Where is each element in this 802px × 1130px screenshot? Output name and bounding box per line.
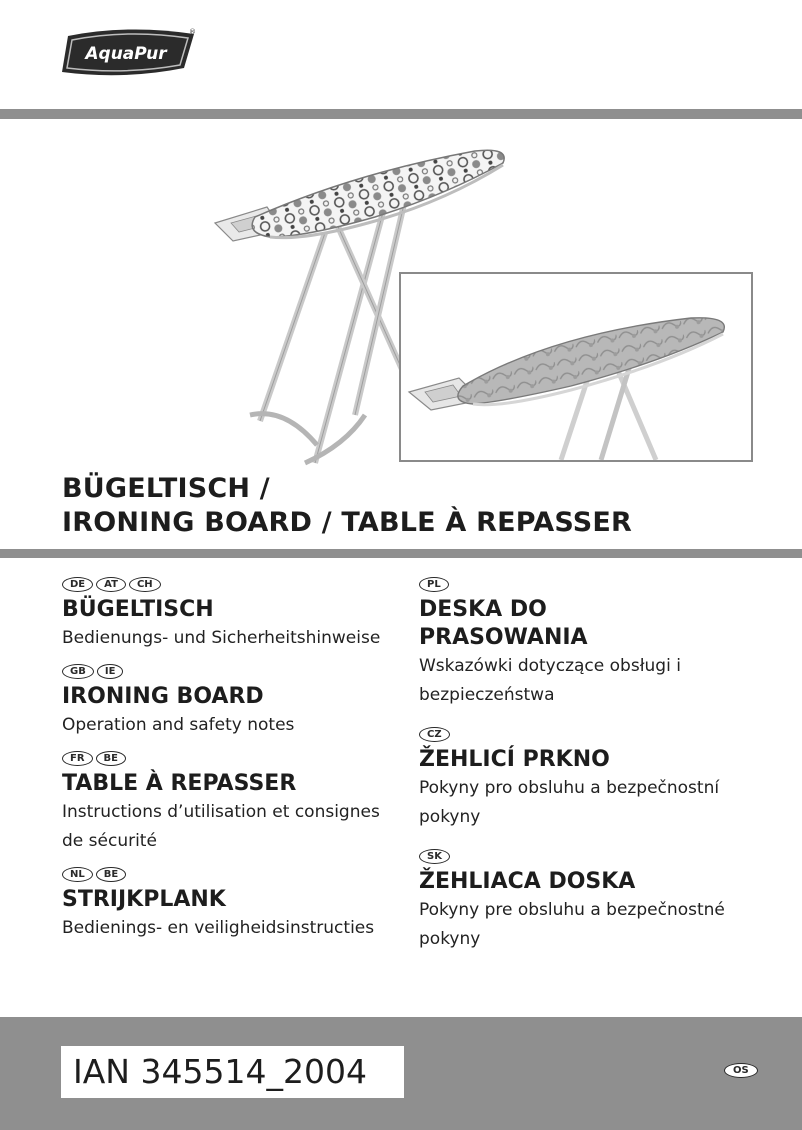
language-section-gb bbox=[62, 661, 407, 740]
section-subtitle-line2: pokyny bbox=[419, 807, 481, 827]
section-subtitle: Bedienungs- und Sicherheitshinweise bbox=[62, 628, 381, 648]
right-language-column bbox=[419, 574, 764, 962]
section-subtitle-line2: de sécurité bbox=[62, 831, 157, 851]
country-badge-sk: SK bbox=[419, 849, 450, 864]
section-subtitle: Operation and safety notes bbox=[62, 715, 295, 735]
country-badge-nl: NL bbox=[62, 867, 93, 882]
country-badges bbox=[62, 864, 407, 884]
country-badge-at: AT bbox=[96, 577, 126, 592]
country-badge-gb: GB bbox=[62, 664, 94, 679]
country-badges bbox=[419, 846, 764, 866]
aquapur-logo bbox=[58, 22, 198, 80]
middle-divider-bar bbox=[0, 549, 802, 558]
section-title: IRONING BOARD bbox=[62, 684, 264, 709]
section-subtitle-line1: Instructions d’utilisation et consignes bbox=[62, 802, 380, 822]
language-section-pl bbox=[419, 574, 764, 710]
ian-number: IAN 345514_2004 bbox=[61, 1046, 404, 1098]
left-language-column bbox=[62, 574, 407, 951]
country-badges bbox=[419, 724, 764, 744]
svg-text:AquaPur: AquaPur bbox=[85, 44, 167, 64]
language-section-cz bbox=[419, 724, 764, 832]
country-badge-ch: CH bbox=[129, 577, 161, 592]
country-badge-fr: FR bbox=[62, 751, 93, 766]
section-title: BÜGELTISCH bbox=[62, 597, 214, 622]
country-badge-de: DE bbox=[62, 577, 93, 592]
section-subtitle: Bedienings- en veiligheidsinstructies bbox=[62, 918, 375, 938]
product-title-line1: BÜGELTISCH / bbox=[62, 473, 270, 504]
section-subtitle-line2: pokyny bbox=[419, 929, 481, 949]
country-badges bbox=[62, 748, 407, 768]
product-title-line2: IRONING BOARD / TABLE À REPASSER bbox=[62, 507, 633, 538]
country-badge-pl: PL bbox=[419, 577, 449, 592]
section-title: ŽEHLIACA DOSKA bbox=[419, 869, 636, 894]
section-title: ŽEHLICÍ PRKNO bbox=[419, 747, 610, 772]
product-title bbox=[62, 472, 632, 540]
country-badges bbox=[62, 661, 407, 681]
inset-board-image bbox=[399, 272, 753, 462]
os-badge: OS bbox=[724, 1063, 758, 1078]
country-badges bbox=[419, 574, 764, 594]
section-title: TABLE À REPASSER bbox=[62, 771, 297, 796]
language-section-sk bbox=[419, 846, 764, 954]
country-badge-be: BE bbox=[96, 751, 126, 766]
svg-text:®: ® bbox=[189, 28, 196, 36]
top-divider-bar bbox=[0, 109, 802, 119]
language-section-nl bbox=[62, 864, 407, 943]
country-badges bbox=[62, 574, 407, 594]
section-subtitle-line1: Pokyny pro obsluhu a bezpečnostní bbox=[419, 778, 720, 798]
language-section-fr bbox=[62, 748, 407, 856]
section-subtitle-line1: Wskazówki dotyczące obsługi i bbox=[419, 656, 681, 676]
section-title: STRIJKPLANK bbox=[62, 887, 226, 912]
section-subtitle-line2: bezpieczeństwa bbox=[419, 685, 555, 705]
section-subtitle-line1: Pokyny pre obsluhu a bezpečnostné bbox=[419, 900, 725, 920]
language-section-de bbox=[62, 574, 407, 653]
section-title-line2: PRASOWANIA bbox=[419, 625, 588, 650]
section-title-line1: DESKA DO bbox=[419, 597, 547, 622]
country-badge-ie: IE bbox=[97, 664, 124, 679]
country-badge-cz: CZ bbox=[419, 727, 450, 742]
country-badge-be: BE bbox=[96, 867, 126, 882]
